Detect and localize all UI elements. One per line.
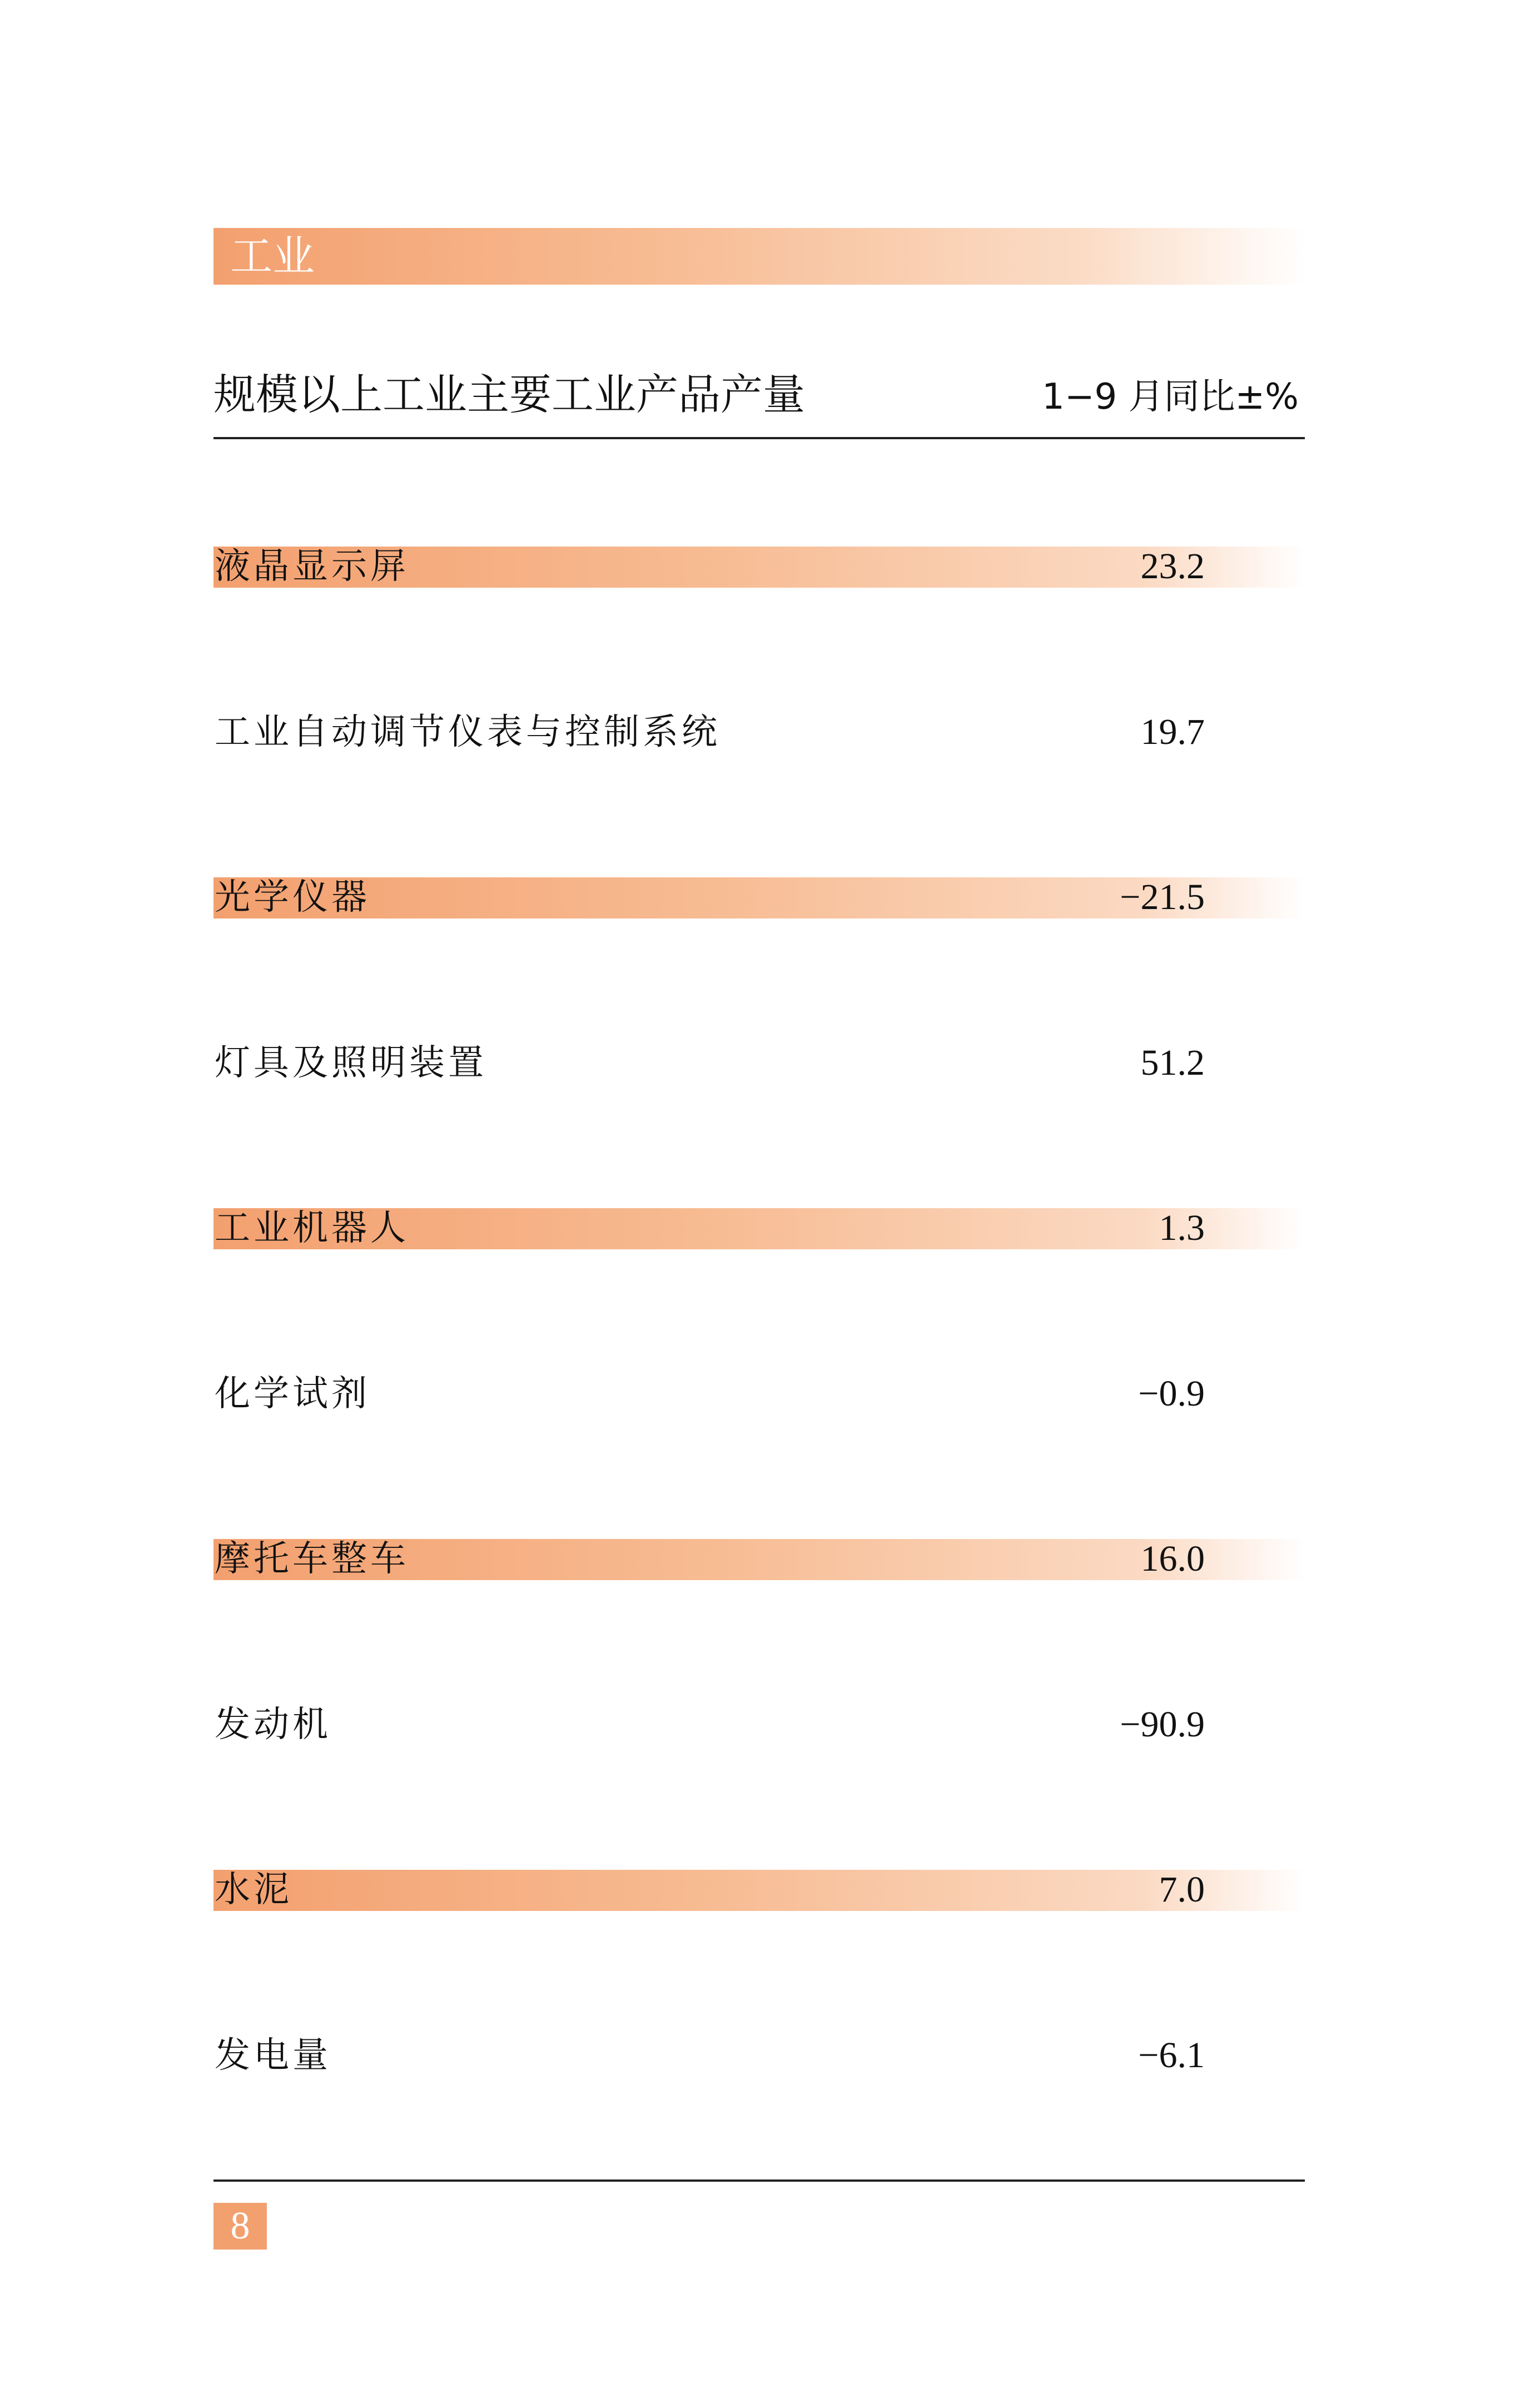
row-label: 光学仪器 [215,877,370,918]
row-value: −21.5 [1120,877,1205,917]
row-value: 7.0 [1159,1869,1205,1910]
table-title: 规模以上工业主要工业产品产量 [213,370,805,419]
table-row [213,712,1305,753]
row-label: 液晶显示屏 [215,546,409,587]
row-label: 摩托车整车 [215,1538,409,1580]
row-label: 水泥 [215,1869,292,1910]
table-row [213,1539,1305,1580]
row-value: 51.2 [1140,1042,1205,1083]
row-label: 化学试剂 [215,1373,370,1414]
row-value: −90.9 [1120,1704,1205,1745]
row-value: −0.9 [1138,1373,1205,1414]
table-row [213,1870,1305,1911]
row-label: 灯具及照明装置 [215,1042,487,1084]
row-value: 23.2 [1140,546,1205,587]
row-value: 1.3 [1159,1208,1205,1248]
row-value: 19.7 [1140,712,1205,752]
table-row [213,1374,1305,1415]
row-value: −6.1 [1138,2035,1205,2076]
row-label: 发电量 [215,2035,331,2076]
row-label: 工业机器人 [215,1208,409,1249]
table-row [213,2035,1305,2077]
page-number: 8 [230,2205,250,2247]
table-row [213,877,1305,918]
row-value: 16.0 [1140,1538,1205,1579]
table-row [213,1208,1305,1249]
page-number-badge [213,2203,267,2250]
table-row [213,1705,1305,1746]
section-title: 工业 [230,231,315,281]
footer-rule [213,2179,1305,2182]
title-rule [213,437,1305,439]
table-row [213,547,1305,588]
row-label: 发动机 [215,1704,331,1745]
row-label: 工业自动调节仪表与控制系统 [215,712,721,753]
table-row [213,1043,1305,1084]
table-unit-label: 1−9 月同比±% [1042,376,1299,418]
section-header-band [213,228,1305,285]
